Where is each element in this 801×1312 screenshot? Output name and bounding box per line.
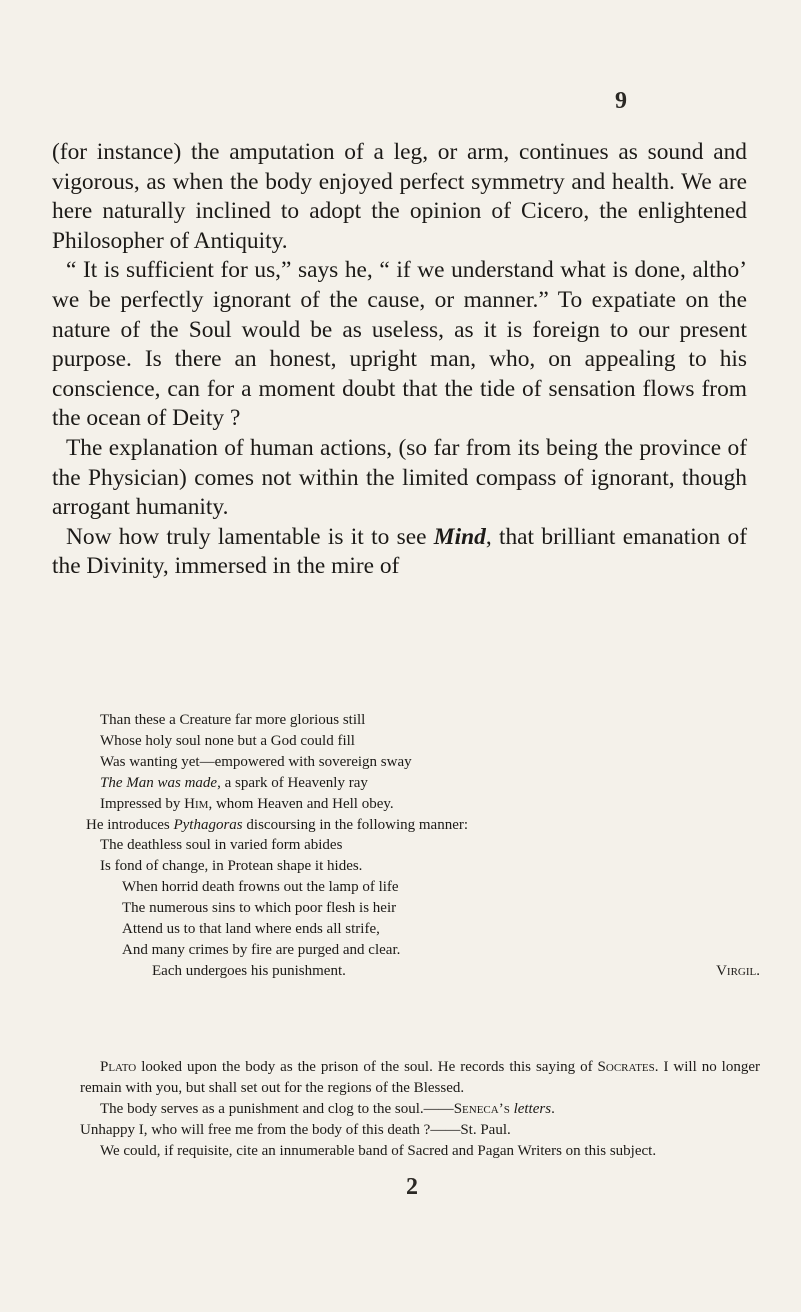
emphasis-mind: Mind	[433, 523, 486, 550]
note-seneca: The body serves as a punishment and clog to the soul.——Seneca’s letters.	[100, 1100, 555, 1117]
verse-line: Attend us to that land where ends all strife,	[122, 921, 380, 938]
verse-line: Than these a Creature far more glorious still	[100, 712, 366, 728]
attribution: Virgil.	[716, 962, 760, 979]
paragraph-3: The explanation of human actions, (so far from its being the province of the Physician) comes not within the limited compass of ignorant, though arrogant humanity.	[52, 434, 747, 521]
paragraph-1: (for instance) the amputation of a leg, or arm, continues as sound and vigorous, as when the body enjoyed perfect symmetry and health. We are here naturally inclined to adopt the opinion of Cicero, the enlightened Philosopher of Antiquity.	[52, 139, 747, 254]
paragraph-4: Now how truly lamentable is it to see Mind, that brilliant emanation of the Divinity, immersed in the mire of	[52, 523, 747, 580]
verse-line: The Man was made, a spark of Heavenly ray	[100, 774, 368, 791]
verse-line: And many crimes by fire are purged and clear.	[122, 941, 401, 958]
page-number: 9	[615, 88, 627, 114]
note-last: We could, if requisite, cite an innumerable band of Sacred and Pagan Writers on this subject.	[100, 1142, 657, 1159]
notes-block	[80, 1057, 760, 1162]
verse-line: The deathless soul in varied form abides	[100, 837, 343, 854]
verse-line: When horrid death frowns out the lamp of life	[122, 879, 399, 896]
signature-mark: 2	[406, 1174, 418, 1200]
verse-line-attribution: Each undergoes his punishment. Virgil.	[100, 961, 760, 982]
paragraph-2: “ It is sufficient for us,” says he, “ if we understand what is done, altho’ we be perfectly ignorant of the cause, or manner.” To expatiate on the nature of the Soul would be as useless, as it is foreign to our present purpose. Is there an honest, upright man, who, on appealing to his conscience, can for a moment doubt that the tide of sensation flows from the ocean of Deity ?	[52, 257, 747, 432]
main-text	[52, 138, 747, 582]
verse-line: Is fond of change, in Protean shape it hides.	[100, 858, 363, 875]
verse-line: Impressed by Him, whom Heaven and Hell obey.	[100, 795, 394, 812]
verse-line: Whose holy soul none but a God could fill	[100, 732, 355, 749]
verse-line: Was wanting yet—empowered with sovereign sway	[100, 753, 412, 770]
note-plato: Plato looked upon the body as the prison of the soul. He records this saying of Socrates. I will no longer remain with you, but shall set out for the regions of the Blessed.	[80, 1059, 760, 1096]
verse-line: The numerous sins to which poor flesh is heir	[122, 900, 397, 917]
narration-line: He introduces Pythagoras discoursing in the following manner:	[86, 816, 469, 833]
verse-block	[86, 710, 760, 982]
note-paul: Unhappy I, who will free me from the body of this death ?——St. Paul.	[80, 1121, 511, 1138]
